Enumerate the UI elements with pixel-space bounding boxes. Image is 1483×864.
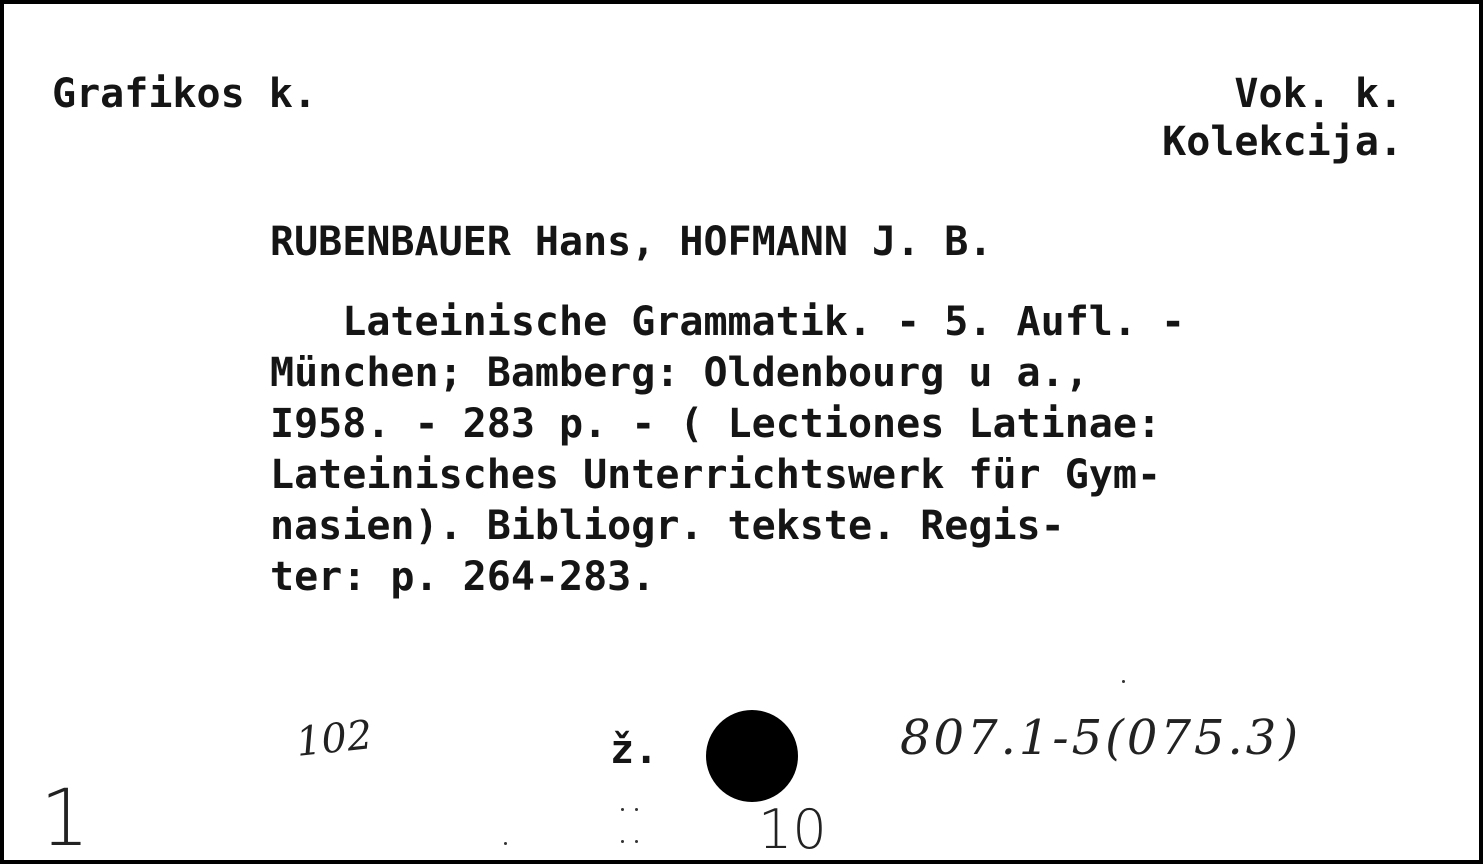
- body-line-6: ter: p. 264-283.: [270, 554, 656, 600]
- colon-dot: [635, 808, 638, 811]
- authors-heading: RUBENBAUER Hans, HOFMANN J. B.: [270, 219, 993, 265]
- collection-right-line1: Vok. k.: [1234, 71, 1403, 117]
- punch-hole-dot: [706, 710, 798, 802]
- colon-dot: [621, 808, 624, 811]
- body-line-2: München; Bamberg: Oldenbourg u a.,: [270, 350, 1089, 396]
- handwritten-number-bottom: 10: [758, 798, 827, 861]
- collection-left: Grafikos k.: [52, 71, 317, 117]
- handwritten-number-bottom-left: 1: [40, 774, 90, 864]
- classification-number: 807.1-5(075.3): [900, 710, 1302, 766]
- body-line-5: nasien). Bibliogr. tekste. Regis-: [270, 503, 1065, 549]
- collection-right-line2: Kolekcija.: [1162, 119, 1403, 165]
- ink-speck: [504, 842, 507, 845]
- body-line-4: Lateinisches Unterrichtswerk für Gym-: [270, 452, 1162, 498]
- ink-speck: [1122, 680, 1125, 683]
- body-line-1: Lateinische Grammatik. - 5. Aufl. -: [270, 299, 1186, 345]
- handwritten-number-left: 102: [293, 712, 375, 766]
- body-line-3: I958. - 283 p. - ( Lectiones Latinae:: [270, 401, 1162, 447]
- colon-dot: [635, 840, 638, 843]
- colon-dot: [621, 840, 624, 843]
- letter-mark: ž.: [610, 727, 659, 773]
